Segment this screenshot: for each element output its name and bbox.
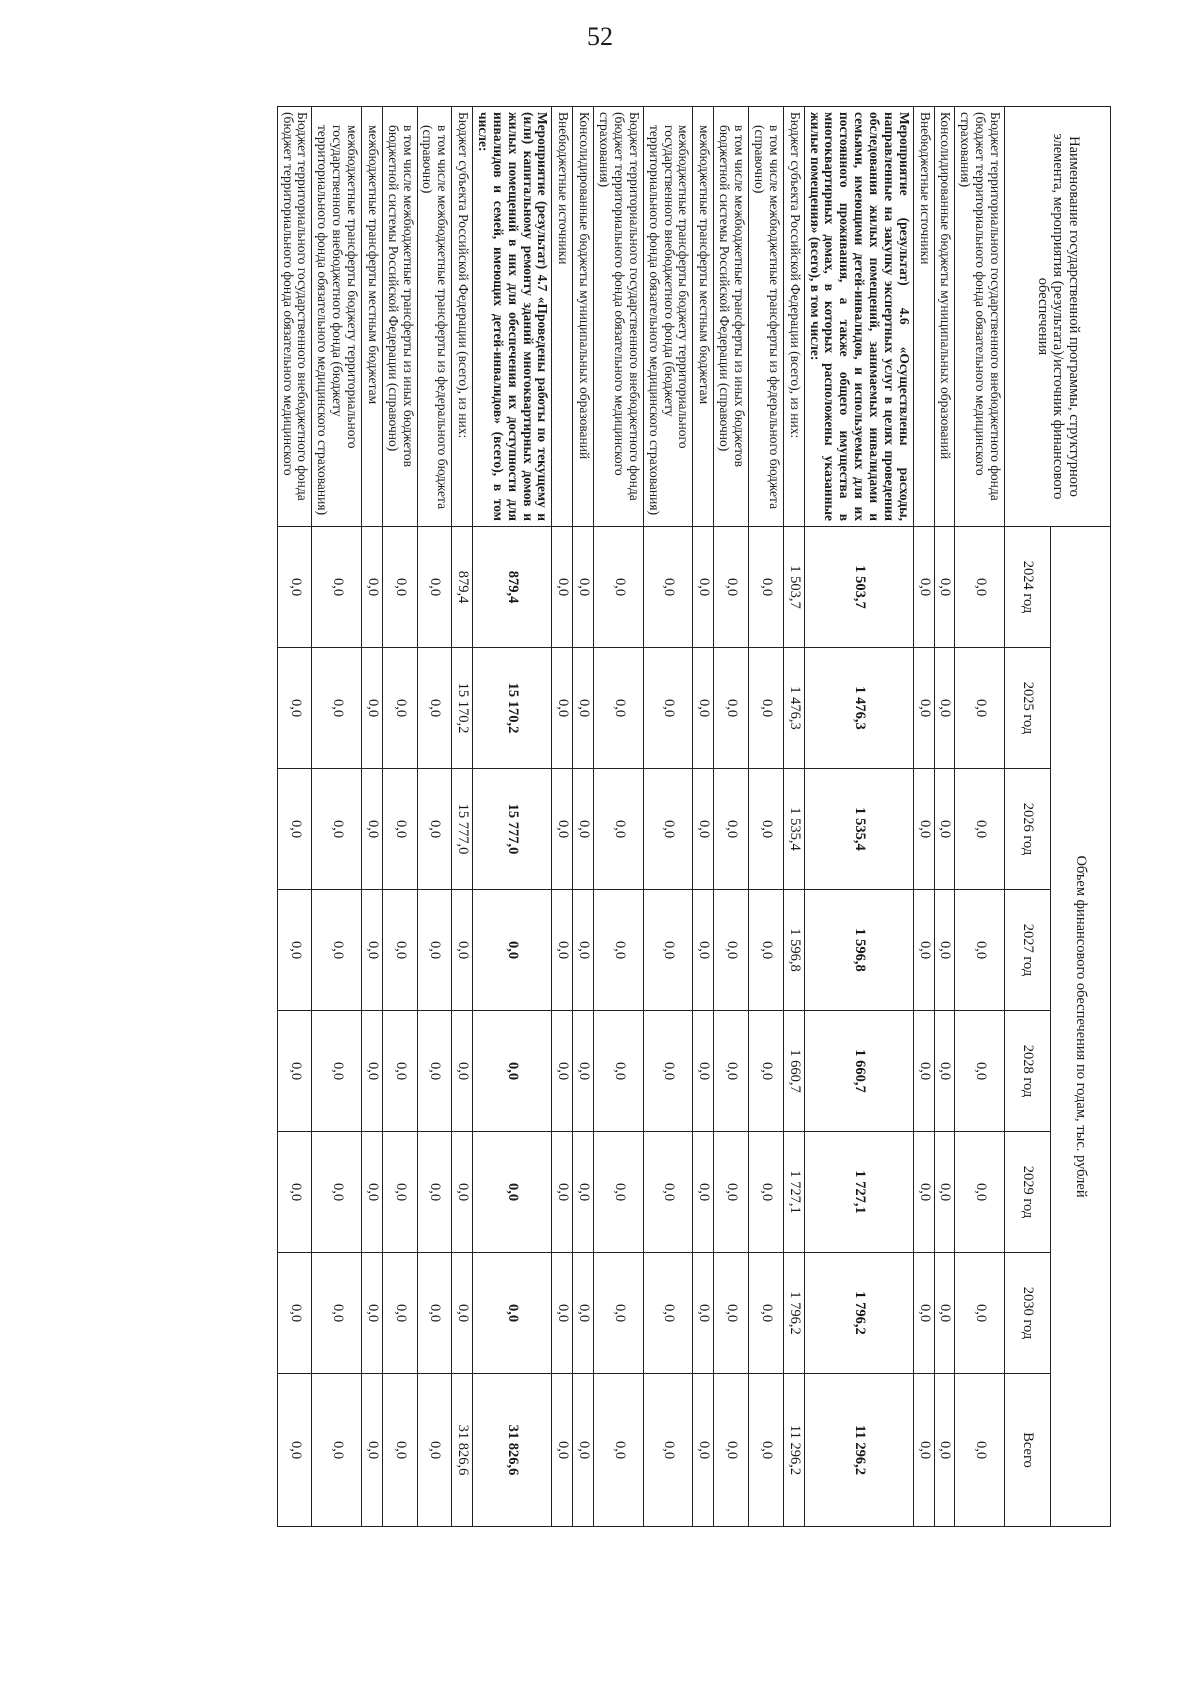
row-year-value: 0,0	[955, 890, 1005, 1011]
row-year-value: 0,0	[934, 890, 955, 1011]
row-year-value: 0,0	[362, 890, 383, 1011]
table-row	[277, 107, 312, 1527]
row-source-name: межбюджетные трансферты местным бюджетам	[693, 107, 714, 527]
row-year-value: 0,0	[552, 1132, 573, 1253]
header-year: 2027 год	[1005, 890, 1051, 1011]
table-row	[913, 107, 934, 1527]
table-row	[934, 107, 955, 1527]
row-year-value: 0,0	[955, 527, 1005, 648]
row-total-value: 0,0	[312, 1374, 362, 1527]
row-year-value: 0,0	[552, 1253, 573, 1374]
row-year-value: 0,0	[934, 648, 955, 769]
row-year-value: 1 727,1	[804, 1132, 913, 1253]
row-total-value: 31 826,6	[452, 1374, 473, 1527]
row-year-value: 15 777,0	[473, 769, 552, 890]
row-year-value: 0,0	[552, 890, 573, 1011]
row-year-value: 0,0	[417, 890, 452, 1011]
row-source-name: в том числе межбюджетные трансферты из иных бюджетов бюджетной системы Российской Федерации (справочно)	[382, 107, 417, 527]
row-year-value: 0,0	[473, 1132, 552, 1253]
row-year-value: 0,0	[955, 1253, 1005, 1374]
row-year-value: 0,0	[693, 890, 714, 1011]
row-year-value: 0,0	[955, 769, 1005, 890]
row-year-value: 0,0	[382, 890, 417, 1011]
row-total-value: 0,0	[934, 1374, 955, 1527]
row-total-value: 11 296,2	[804, 1374, 913, 1527]
row-total-value: 11 296,2	[783, 1374, 804, 1527]
row-year-value: 1 476,3	[804, 648, 913, 769]
row-year-value: 0,0	[417, 1011, 452, 1132]
row-year-value: 0,0	[362, 527, 383, 648]
row-year-value: 0,0	[312, 527, 362, 648]
row-year-value: 0,0	[913, 890, 934, 1011]
table-header	[1005, 107, 1111, 1527]
row-source-name: Консолидированные бюджеты муниципальных образований	[934, 107, 955, 527]
row-year-value: 0,0	[277, 1253, 312, 1374]
row-year-value: 1 503,7	[783, 527, 804, 648]
row-year-value: 0,0	[573, 890, 594, 1011]
table-row	[804, 107, 913, 1527]
row-year-value: 0,0	[643, 1011, 693, 1132]
row-year-value: 0,0	[417, 527, 452, 648]
row-source-name: Внебюджетные источники	[913, 107, 934, 527]
row-year-value: 0,0	[913, 1011, 934, 1132]
row-year-value: 0,0	[417, 1132, 452, 1253]
row-year-value: 0,0	[643, 1132, 693, 1253]
row-source-name: Бюджет территориального государственного внебюджетного фонда (бюджет территориального фонда обязательного медицинского	[277, 107, 312, 527]
row-year-value: 0,0	[277, 769, 312, 890]
row-year-value: 1 535,4	[783, 769, 804, 890]
row-year-value: 15 170,2	[452, 648, 473, 769]
row-year-value: 0,0	[643, 769, 693, 890]
header-year: 2024 год	[1005, 527, 1051, 648]
row-source-name: Бюджет территориального государственного внебюджетного фонда (бюджет территориального фонда обязательного медицинского страхования)	[955, 107, 1005, 527]
table-row	[749, 107, 784, 1527]
table-body	[277, 107, 1004, 1527]
row-year-value: 0,0	[955, 648, 1005, 769]
row-year-value: 1 796,2	[804, 1253, 913, 1374]
row-year-value: 0,0	[594, 890, 644, 1011]
rotated-table-wrapper	[211, 106, 1111, 1526]
row-year-value: 0,0	[714, 769, 749, 890]
row-year-value: 0,0	[382, 648, 417, 769]
row-year-value: 0,0	[749, 1253, 784, 1374]
row-year-value: 0,0	[573, 527, 594, 648]
row-year-value: 1 660,7	[804, 1011, 913, 1132]
row-year-value: 1 596,8	[804, 890, 913, 1011]
row-year-value: 0,0	[382, 1011, 417, 1132]
row-source-name: Консолидированные бюджеты муниципальных образований	[573, 107, 594, 527]
row-year-value: 0,0	[573, 769, 594, 890]
row-year-value: 0,0	[913, 527, 934, 648]
row-source-name: Мероприятие (результат) 4.7 «Проведены работы по текущему и (или) капитальному ремонту зданий многоквартирных домов и жилых помещений в них для обеспечения их доступности для инвалидов и семей, имеющих детей-инвалидов» (всего), в том числе:	[473, 107, 552, 527]
row-source-name: Бюджет территориального государственного внебюджетного фонда (бюджет территориального фонда обязательного медицинского страхования)	[594, 107, 644, 527]
row-year-value: 0,0	[362, 1011, 383, 1132]
row-source-name: в том числе межбюджетные трансферты из иных бюджетов бюджетной системы Российской Федерации (справочно)	[714, 107, 749, 527]
row-year-value: 0,0	[382, 1132, 417, 1253]
row-year-value: 1 503,7	[804, 527, 913, 648]
row-year-value: 0,0	[934, 769, 955, 890]
table-row	[473, 107, 552, 1527]
row-source-name: межбюджетные трансферты местным бюджетам	[362, 107, 383, 527]
row-year-value: 1 476,3	[783, 648, 804, 769]
table-row	[382, 107, 417, 1527]
row-total-value: 0,0	[277, 1374, 312, 1527]
row-year-value: 0,0	[573, 1253, 594, 1374]
row-year-value: 0,0	[573, 648, 594, 769]
row-total-value: 0,0	[913, 1374, 934, 1527]
row-year-value: 0,0	[693, 1253, 714, 1374]
row-year-value: 0,0	[594, 648, 644, 769]
row-total-value: 0,0	[382, 1374, 417, 1527]
row-source-name: в том числе межбюджетные трансферты из федерального бюджета (справочно)	[749, 107, 784, 527]
row-year-value: 0,0	[934, 1253, 955, 1374]
row-total-value: 0,0	[714, 1374, 749, 1527]
table-row	[362, 107, 383, 1527]
page-number: 52	[587, 22, 613, 51]
row-total-value: 0,0	[417, 1374, 452, 1527]
row-year-value: 0,0	[552, 1011, 573, 1132]
row-year-value: 0,0	[643, 648, 693, 769]
row-year-value: 0,0	[714, 1253, 749, 1374]
row-year-value: 0,0	[473, 1011, 552, 1132]
row-year-value: 0,0	[382, 527, 417, 648]
row-year-value: 15 170,2	[473, 648, 552, 769]
row-year-value: 0,0	[714, 1011, 749, 1132]
row-year-value: 0,0	[417, 648, 452, 769]
row-year-value: 0,0	[749, 1011, 784, 1132]
row-source-name: Мероприятие (результат) 4.6 «Осуществлены расходы, направленные на закупку экспертных услуг в целях проведения обследования жилых помещений, занимаемых инвалидами и семьями, имеющими детей-инвалидов, и используемых для их постоянного проживания, а также общего имущества в многоквартирных домах, в которых расположены указанные жилые помещения» (всего), в том числе:	[804, 107, 913, 527]
row-year-value: 0,0	[473, 1253, 552, 1374]
table-row	[417, 107, 452, 1527]
row-total-value: 0,0	[955, 1374, 1005, 1527]
table-row	[714, 107, 749, 1527]
row-source-name: Бюджет субъекта Российской Федерации (всего), из них:	[783, 107, 804, 527]
row-year-value: 0,0	[594, 1253, 644, 1374]
row-total-value: 0,0	[643, 1374, 693, 1527]
row-year-value: 0,0	[362, 648, 383, 769]
row-source-name: в том числе межбюджетные трансферты из федерального бюджета (справочно)	[417, 107, 452, 527]
row-year-value: 0,0	[693, 769, 714, 890]
row-year-value: 0,0	[277, 648, 312, 769]
row-year-value: 0,0	[749, 648, 784, 769]
row-year-value: 0,0	[749, 890, 784, 1011]
header-year: 2028 год	[1005, 1011, 1051, 1132]
table-row	[573, 107, 594, 1527]
header-financing-group: Объем финансового обеспечения по годам, тыс. рублей	[1051, 527, 1111, 1527]
row-year-value: 0,0	[934, 527, 955, 648]
row-year-value: 0,0	[452, 1011, 473, 1132]
row-year-value: 0,0	[594, 1011, 644, 1132]
table-row	[955, 107, 1005, 1527]
row-year-value: 0,0	[643, 1253, 693, 1374]
row-year-value: 0,0	[552, 648, 573, 769]
row-year-value: 0,0	[749, 769, 784, 890]
header-name-column: Наименование государственной программы, структурного элемента, мероприятия (результата)/источник финансового обеспечения	[1005, 107, 1111, 527]
row-year-value: 0,0	[362, 1132, 383, 1253]
row-year-value: 0,0	[693, 648, 714, 769]
row-year-value: 0,0	[594, 769, 644, 890]
row-source-name: межбюджетные трансферты бюджету территориального государственного внебюджетного фонда (бюджету территориального фонда обязательного медицинского страхования)	[312, 107, 362, 527]
row-year-value: 0,0	[312, 890, 362, 1011]
table-row	[452, 107, 473, 1527]
row-source-name: Бюджет субъекта Российской Федерации (всего), из них:	[452, 107, 473, 527]
row-year-value: 0,0	[594, 527, 644, 648]
row-year-value: 1 796,2	[783, 1253, 804, 1374]
table-row	[552, 107, 573, 1527]
row-year-value: 0,0	[277, 1011, 312, 1132]
header-total: Всего	[1005, 1374, 1051, 1527]
row-year-value: 0,0	[955, 1132, 1005, 1253]
row-year-value: 0,0	[643, 527, 693, 648]
row-year-value: 1 727,1	[783, 1132, 804, 1253]
table-row	[643, 107, 693, 1527]
row-year-value: 0,0	[312, 769, 362, 890]
row-year-value: 0,0	[362, 1253, 383, 1374]
row-year-value: 0,0	[913, 769, 934, 890]
header-year: 2029 год	[1005, 1132, 1051, 1253]
row-year-value: 0,0	[382, 769, 417, 890]
row-year-value: 0,0	[417, 769, 452, 890]
row-year-value: 0,0	[955, 1011, 1005, 1132]
row-year-value: 0,0	[714, 890, 749, 1011]
row-year-value: 0,0	[573, 1011, 594, 1132]
row-year-value: 0,0	[913, 648, 934, 769]
row-year-value: 0,0	[312, 1132, 362, 1253]
row-year-value: 0,0	[693, 527, 714, 648]
row-year-value: 0,0	[573, 1132, 594, 1253]
row-year-value: 0,0	[473, 890, 552, 1011]
row-year-value: 1 660,7	[783, 1011, 804, 1132]
row-year-value: 0,0	[277, 1132, 312, 1253]
row-total-value: 0,0	[573, 1374, 594, 1527]
row-year-value: 0,0	[749, 527, 784, 648]
table-row	[783, 107, 804, 1527]
row-year-value: 0,0	[277, 527, 312, 648]
row-year-value: 879,4	[452, 527, 473, 648]
row-year-value: 0,0	[913, 1253, 934, 1374]
row-year-value: 0,0	[362, 769, 383, 890]
row-year-value: 0,0	[552, 527, 573, 648]
row-year-value: 0,0	[312, 1253, 362, 1374]
row-total-value: 0,0	[552, 1374, 573, 1527]
row-year-value: 0,0	[552, 769, 573, 890]
row-year-value: 1 535,4	[804, 769, 913, 890]
row-total-value: 0,0	[749, 1374, 784, 1527]
row-year-value: 0,0	[934, 1132, 955, 1253]
table-row	[312, 107, 362, 1527]
row-source-name: Внебюджетные источники	[552, 107, 573, 527]
row-year-value: 0,0	[693, 1132, 714, 1253]
row-total-value: 0,0	[594, 1374, 644, 1527]
row-year-value: 0,0	[312, 1011, 362, 1132]
row-year-value: 15 777,0	[452, 769, 473, 890]
row-year-value: 0,0	[714, 527, 749, 648]
row-year-value: 0,0	[452, 890, 473, 1011]
table-row	[594, 107, 644, 1527]
row-year-value: 0,0	[693, 1011, 714, 1132]
row-year-value: 0,0	[382, 1253, 417, 1374]
row-year-value: 0,0	[749, 1132, 784, 1253]
row-year-value: 1 596,8	[783, 890, 804, 1011]
row-year-value: 0,0	[643, 890, 693, 1011]
row-year-value: 0,0	[417, 1253, 452, 1374]
row-year-value: 0,0	[594, 1132, 644, 1253]
row-total-value: 31 826,6	[473, 1374, 552, 1527]
row-total-value: 0,0	[362, 1374, 383, 1527]
row-source-name: межбюджетные трансферты бюджету территориального государственного внебюджетного фонда (бюджету территориального фонда обязательного медицинского страхования)	[643, 107, 693, 527]
row-year-value: 0,0	[934, 1011, 955, 1132]
header-year: 2025 год	[1005, 648, 1051, 769]
header-year: 2030 год	[1005, 1253, 1051, 1374]
header-year: 2026 год	[1005, 769, 1051, 890]
row-year-value: 0,0	[714, 648, 749, 769]
row-year-value: 0,0	[913, 1132, 934, 1253]
table-row	[693, 107, 714, 1527]
financing-table	[277, 106, 1111, 1527]
row-year-value: 0,0	[277, 890, 312, 1011]
row-year-value: 0,0	[714, 1132, 749, 1253]
row-year-value: 0,0	[312, 648, 362, 769]
row-year-value: 879,4	[473, 527, 552, 648]
row-total-value: 0,0	[693, 1374, 714, 1527]
row-year-value: 0,0	[452, 1253, 473, 1374]
row-year-value: 0,0	[452, 1132, 473, 1253]
